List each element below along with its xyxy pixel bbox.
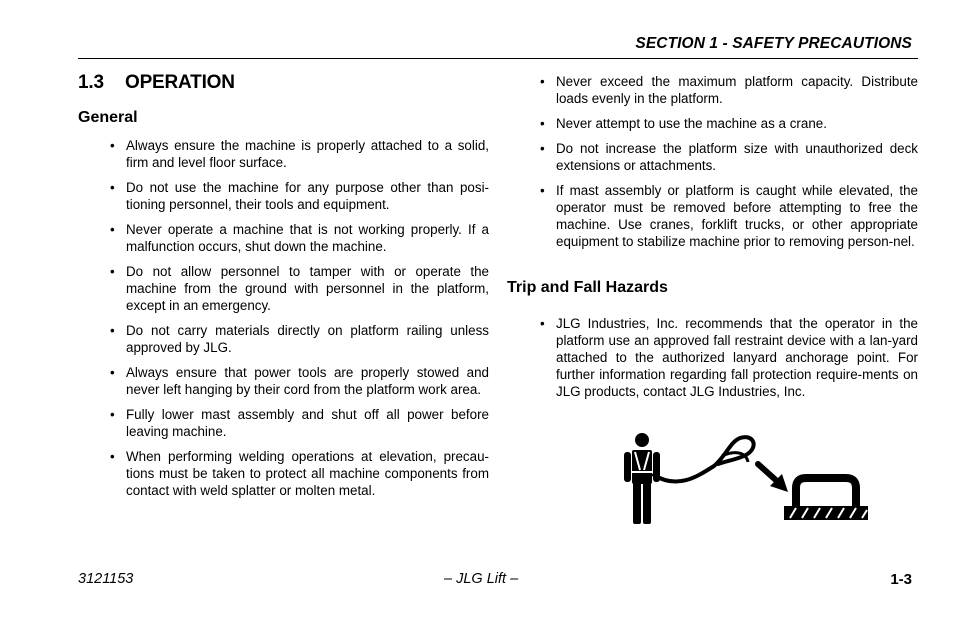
list-item: • Never attempt to use the machine as a crane. bbox=[538, 115, 918, 132]
anchorage-point-icon bbox=[784, 478, 868, 520]
trip-bullet-list bbox=[538, 315, 918, 408]
list-item: • Always ensure the machine is properly attached to a solid, firm and level floor surface. bbox=[108, 137, 489, 171]
list-item: • Never exceed the maximum platform capacity. Distribute loads evenly in the platform. bbox=[538, 73, 918, 107]
list-item: • When performing welding operations at elevation, precau-tions must be taken to protect all machine components from contact with weld splatter or molten metal. bbox=[108, 448, 489, 499]
list-item: • Never operate a machine that is not working properly. If a malfunction occurs, shut down the machine. bbox=[108, 221, 489, 255]
document-number: 3121153 bbox=[78, 571, 134, 587]
section-heading bbox=[78, 72, 235, 94]
lanyard-line bbox=[654, 437, 754, 481]
page-number: 1-3 bbox=[890, 571, 912, 588]
fall-restraint-lanyard-icon bbox=[618, 430, 878, 528]
general-heading: General bbox=[78, 109, 138, 126]
list-item: • If mast assembly or platform is caught while elevated, the operator must be removed before attempting to free the machine. Use cranes, forklift trucks, or other appropriate equipment to stabilize machine prior to removing person-nel. bbox=[538, 182, 918, 250]
list-item: • Always ensure that power tools are properly stowed and never left hanging by their cord from the platform work area. bbox=[108, 364, 489, 398]
list-item: • Do not use the machine for any purpose other than posi-tioning personnel, their tools and equipment. bbox=[108, 179, 489, 213]
section-header-title: SECTION 1 - SAFETY PRECAUTIONS bbox=[635, 35, 912, 52]
list-item: • Do not allow personnel to tamper with or operate the machine from the ground with personnel in the platform, except in an emergency. bbox=[108, 263, 489, 314]
list-item: • Do not increase the platform size with unauthorized deck extensions or attachments. bbox=[538, 140, 918, 174]
footer-center-label: – JLG Lift – bbox=[444, 571, 519, 587]
list-item: • Do not carry materials directly on platform railing unless approved by JLG. bbox=[108, 322, 489, 356]
list-item: • JLG Industries, Inc. recommends that the operator in the platform use an approved fall restraint device with a lan-yard attached to the authorized lanyard anchorage point. For further information regarding fall protection require-ments on JLG products, contact JLG Industries, Inc. bbox=[538, 315, 918, 400]
arrow-icon bbox=[758, 464, 788, 492]
right-bullet-list bbox=[538, 73, 918, 258]
general-bullet-list bbox=[108, 137, 489, 507]
section-number: 1.3 bbox=[78, 72, 104, 93]
list-item: • Fully lower mast assembly and shut off all power before leaving machine. bbox=[108, 406, 489, 440]
section-title: OPERATION bbox=[125, 72, 235, 93]
harnessed-person-icon bbox=[624, 433, 660, 524]
trip-fall-heading: Trip and Fall Hazards bbox=[507, 279, 668, 296]
header-divider bbox=[78, 58, 918, 59]
